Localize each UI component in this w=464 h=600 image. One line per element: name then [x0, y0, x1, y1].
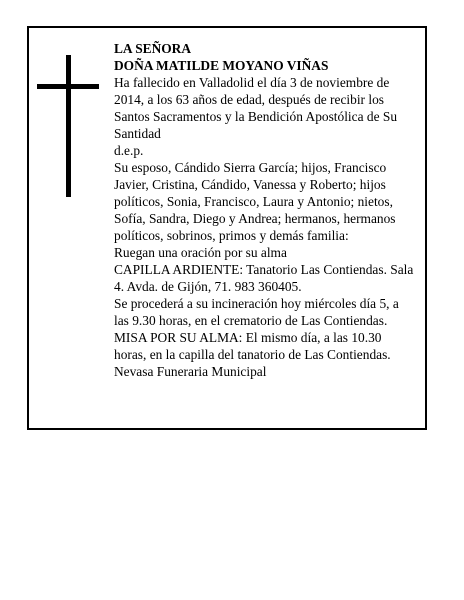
death-info: Ha fallecido en Valladolid el día 3 de noviembre de 2014, a los 63 años de edad, después de recibir los Santos Sacramentos y la Bendición Apostólica de Su Santidad	[114, 75, 398, 141]
family-list: Su esposo, Cándido Sierra García; hijos, Francisco Javier, Cristina, Cándido, Vanessa y Roberto; hijos políticos, Sonia, Francisco, Laura y Antonio; nietos, Sofía, Sandra, Diego y Andrea; hermanos, hermanos políticos, sobrinos, primos y demás familia:	[114, 160, 396, 243]
cross-vertical-bar	[66, 55, 71, 197]
chapel-text: Tanatorio Las Contiendas. Sala 4. Avda. de Gijón, 71. 983 360405.	[114, 262, 414, 294]
cremation-info: Se procederá a su incineración hoy miércoles día 5, a las 9.30 horas, en el crematorio de Las Contiendas.	[114, 296, 399, 328]
obituary-notice	[27, 26, 427, 430]
mass-info	[114, 329, 414, 363]
mass-label: MISA POR SU ALMA:	[114, 330, 243, 345]
cross-horizontal-bar	[37, 84, 99, 89]
mass-text: El mismo día, a las 10.30 horas, en la capilla del tanatorio de Las Contiendas.	[114, 330, 391, 362]
chapel-info	[114, 261, 414, 295]
rip-text: d.e.p.	[114, 143, 144, 158]
deceased-name: DOÑA MATILDE MOYANO VIÑAS	[114, 58, 329, 73]
funeral-home: Nevasa Funeraria Municipal	[114, 364, 267, 379]
cross-icon	[37, 55, 99, 197]
notice-text	[114, 40, 414, 380]
chapel-label: CAPILLA ARDIENTE:	[114, 262, 244, 277]
prayer-request: Ruegan una oración por su alma	[114, 245, 287, 260]
notice-title: LA SEÑORA	[114, 41, 192, 56]
